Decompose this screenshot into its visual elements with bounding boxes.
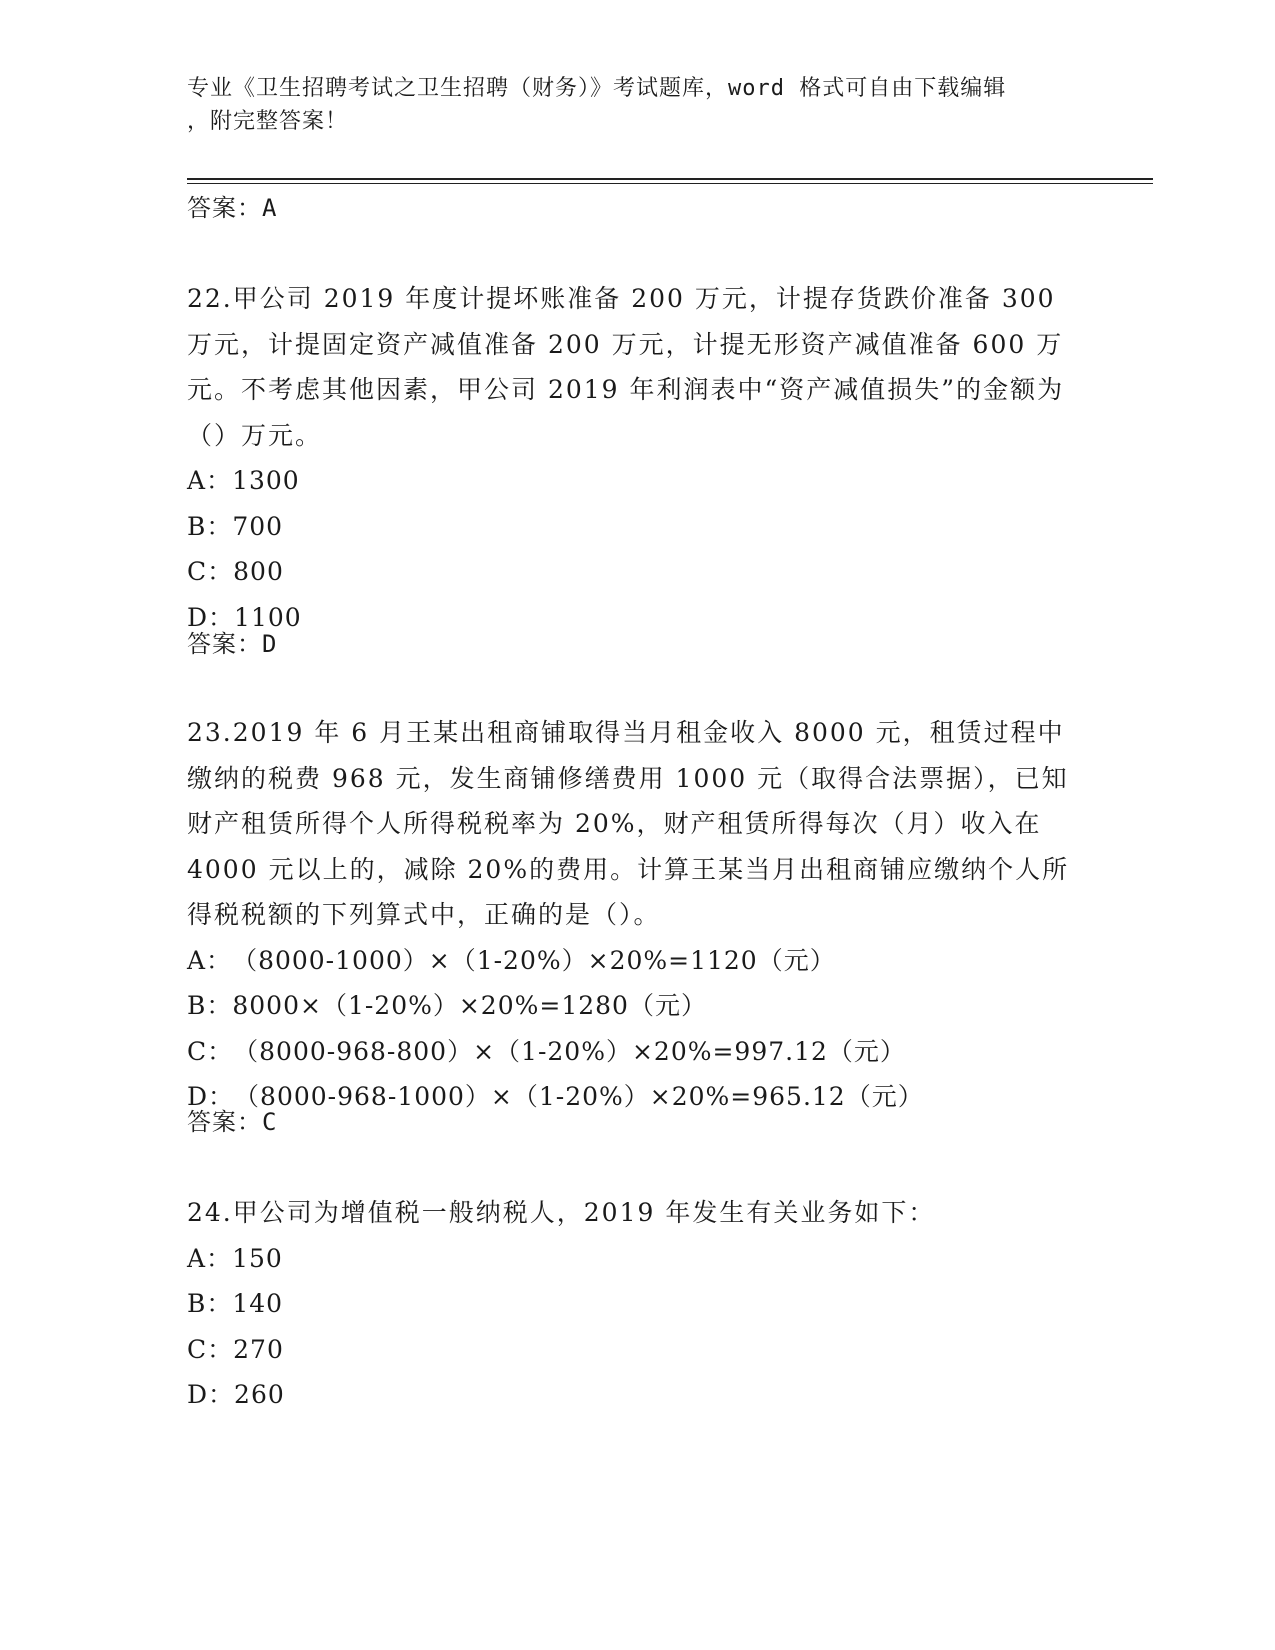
option-letter: A： <box>187 466 233 495</box>
header-divider-thin <box>187 183 1153 184</box>
question-stem: 22.甲公司 2019 年度计提坏账准备 200 万元，计提存货跌价准备 300 万元，计提固定资产减值准备 200 万元，计提无形资产减值准备 600 万元。不考虑其他因素，甲公司 2019 年利润表中“资产减值损失”的金额为（）万元。 <box>187 284 1065 450</box>
option-text: （8000-968-1000）×（1-20%）×20%=965.12（元） <box>234 1082 924 1111</box>
option-letter: B： <box>187 991 233 1020</box>
header-line-1: 专业《卫生招聘考试之卫生招聘（财务）》考试题库，word 格式可自由下载编辑 <box>187 76 1007 101</box>
option-b <box>187 983 1087 1029</box>
option-b <box>187 1281 1087 1327</box>
option-letter: A： <box>187 945 233 975</box>
header-line-2: ，附完整答案！ <box>187 109 349 134</box>
option-a <box>187 938 1087 984</box>
option-letter: C： <box>187 557 234 586</box>
option-letter: C： <box>187 1334 234 1364</box>
option-b <box>187 504 1087 550</box>
option-letter: B： <box>187 1289 233 1318</box>
question-stem: 24.甲公司为增值税一般纳税人，2019 年发生有关业务如下： <box>187 1198 936 1227</box>
option-letter: B： <box>187 511 233 541</box>
document-header <box>187 72 1087 138</box>
option-c <box>187 549 1087 595</box>
option-text: 140 <box>232 1289 284 1318</box>
option-text: （8000-1000）×（1-20%）×20%=1120（元） <box>232 945 836 975</box>
option-letter: A： <box>187 1243 233 1273</box>
answer-23: 答案：C <box>187 1108 278 1136</box>
option-text: 800 <box>233 557 284 586</box>
option-letter: D： <box>187 602 235 632</box>
option-letter: C： <box>187 1036 234 1066</box>
question-23 <box>187 710 1087 1120</box>
question-24 <box>187 1190 1087 1418</box>
option-d <box>187 595 1087 641</box>
option-a <box>187 1236 1087 1282</box>
option-c <box>187 1327 1087 1373</box>
question-stem: 23.2019 年 6 月王某出租商铺取得当月租金收入 8000 元，租赁过程中缴纳的税费 968 元，发生商铺修缮费用 1000 元（取得合法票据），已知财产租赁所得个人所得税税率为 20%，财产租赁所得每次（月）收入在 4000 元以上的，减除 20%的费用。计算王某当月出租商铺应缴纳个人所得税税额的下列算式中，正确的是（）。 <box>187 718 1070 929</box>
option-d <box>187 1372 1087 1418</box>
option-text: （8000-968-800）×（1-20%）×20%=997.12（元） <box>233 1036 906 1066</box>
option-text: 700 <box>232 511 284 541</box>
option-d <box>187 1074 1087 1120</box>
option-text: 260 <box>234 1380 285 1409</box>
answer-22: 答案：D <box>187 630 278 658</box>
option-c <box>187 1029 1087 1075</box>
option-text: 150 <box>232 1243 283 1273</box>
option-text: 270 <box>233 1334 284 1364</box>
option-text: 1100 <box>234 602 302 632</box>
answer-previous: 答案：A <box>187 194 278 222</box>
option-letter: D： <box>187 1082 235 1111</box>
option-text: 8000×（1-20%）×20%=1280（元） <box>232 991 707 1020</box>
header-divider-thick <box>187 178 1153 180</box>
option-text: 1300 <box>232 466 300 495</box>
option-a <box>187 458 1087 504</box>
option-letter: D： <box>187 1380 235 1409</box>
question-22 <box>187 276 1087 640</box>
